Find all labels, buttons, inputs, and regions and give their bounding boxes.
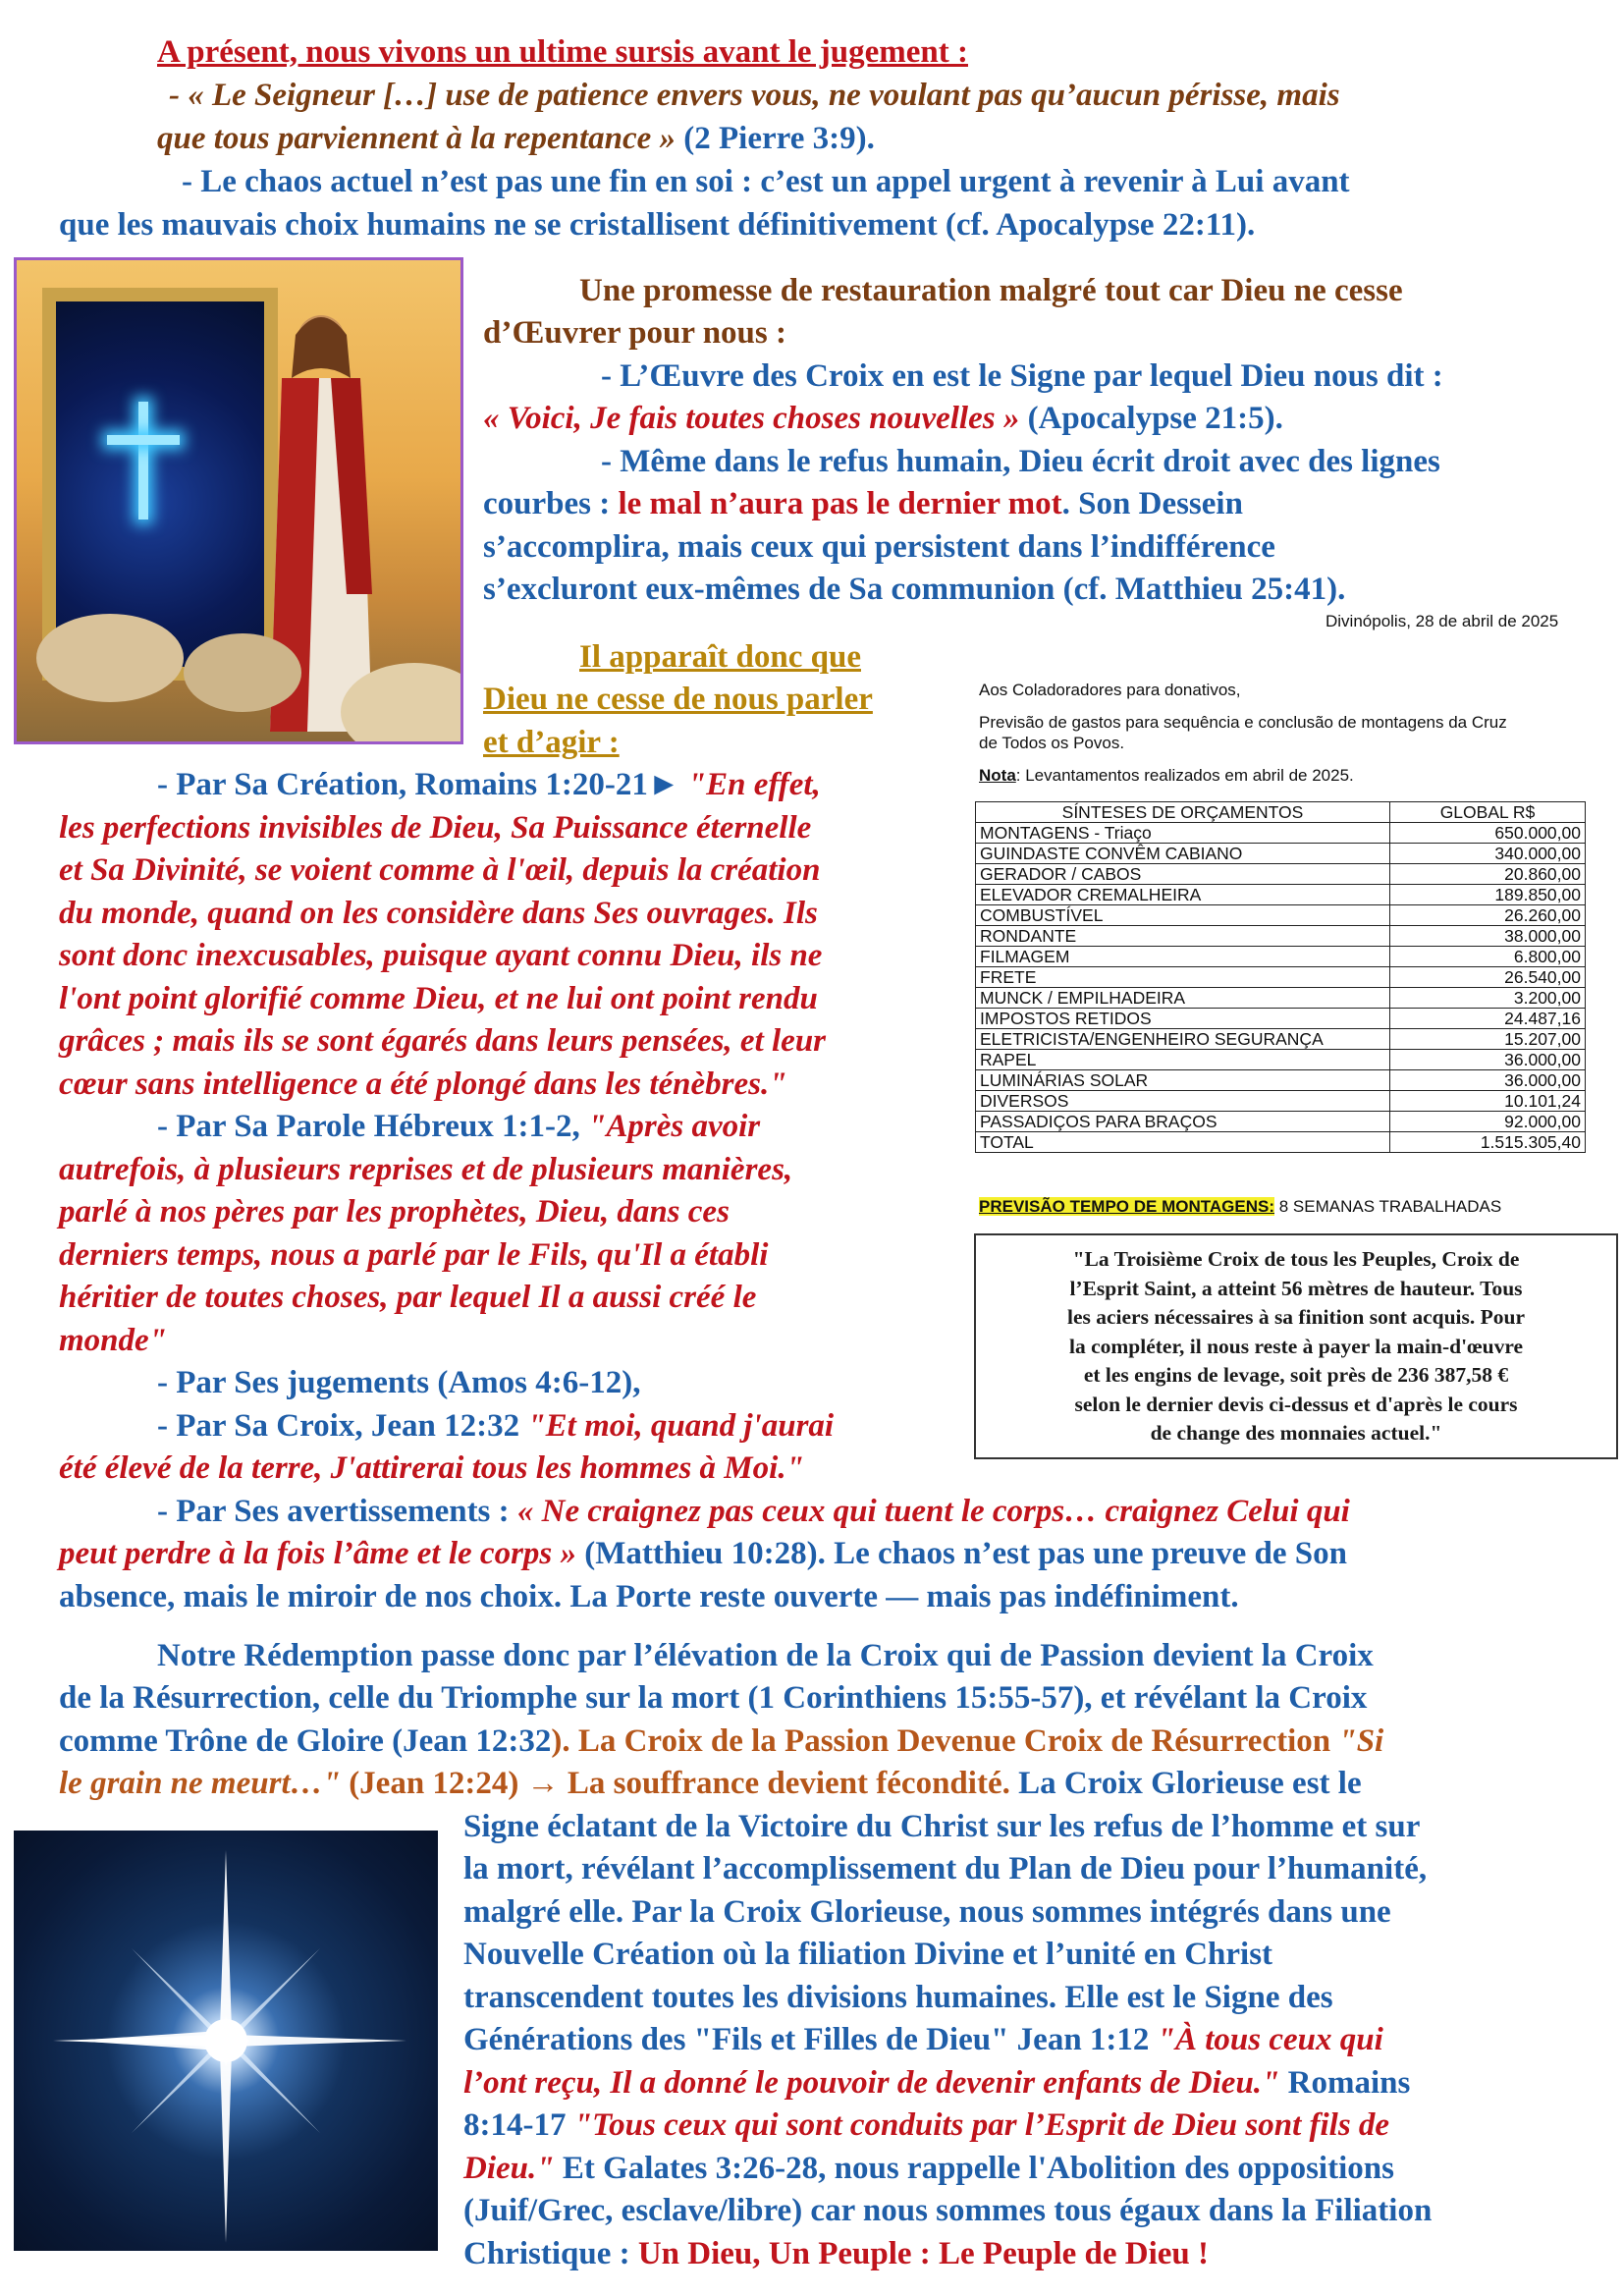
quote-line: les aciers nécessaires à sa finition sont acquis. Pour — [1066, 1305, 1526, 1329]
section-heading-sursis: A présent, nous vivons un ultime sursis avant le jugement : — [157, 34, 968, 70]
creation-line1: - Par Sa Création, Romains 1:20-21► "En effet, — [157, 767, 821, 802]
budget-item: MONTAGENS - Triaço — [976, 823, 1390, 844]
budget-item: GUINDASTE CONVÊM CABIANO — [976, 844, 1390, 864]
budget-document — [967, 611, 1600, 1230]
glorious-cross-line7: malgré elle. Par la Croix Glorieuse, nous sommes intégrés dans une — [463, 1894, 1391, 1930]
budget-item: DIVERSOS — [976, 1091, 1390, 1112]
redemption-line1: Notre Rédemption passe donc par l’élévation de la Croix qui de Passion devient la Croix — [157, 1638, 1374, 1673]
budget-table-row — [976, 926, 1586, 947]
budget-item: TOTAL — [976, 1132, 1390, 1153]
budget-table-row — [976, 844, 1586, 864]
creation-line7: grâces ; mais ils se sont égarés dans leurs pensées, et leur — [59, 1023, 827, 1059]
budget-value: 92.000,00 — [1390, 1112, 1586, 1132]
budget-value: 650.000,00 — [1390, 823, 1586, 844]
promise-line8: s’excluront eux-mêmes de Sa communion (cf. Matthieu 25:41). — [483, 572, 1346, 607]
croix-line1: - Par Sa Croix, Jean 12:32 "Et moi, quand j'aurai — [157, 1408, 835, 1444]
third-cross-quote-box — [974, 1233, 1618, 1459]
budget-table-row — [976, 864, 1586, 885]
avert-line1: - Par Ses avertissements : « Ne craignez pas ceux qui tuent le corps… craignez Celui qui — [157, 1494, 1350, 1529]
budget-item: ELETRICISTA/ENGENHEIRO SEGURANÇA — [976, 1029, 1390, 1050]
glorious-cross-line8: Nouvelle Création où la filiation Divine et l’unité en Christ — [463, 1937, 1273, 1972]
budget-value: 10.101,24 — [1390, 1091, 1586, 1112]
peter-quote-line1: - « Le Seigneur […] use de patience envers vous, ne voulant pas qu’aucun périsse, mais — [169, 78, 1340, 113]
creation-line2: les perfections invisibles de Dieu, Sa Puissance éternelle — [59, 810, 812, 846]
budget-item: PASSADIÇOS PARA BRAÇOS — [976, 1112, 1390, 1132]
glorious-cross-line9: transcendent toutes les divisions humaines. Elle est le Signe des — [463, 1980, 1333, 2015]
quote-line: et les engins de levage, soit près de 236 387,58 € — [1083, 1363, 1509, 1387]
quote-line: la compléter, il nous reste à payer la main-d'œuvre — [1068, 1334, 1524, 1358]
quote-line: de change des monnaies actuel." — [1150, 1421, 1442, 1445]
budget-table-row — [976, 1050, 1586, 1070]
budget-table-row — [976, 1029, 1586, 1050]
budget-value: 189.850,00 — [1390, 885, 1586, 905]
budget-value: 15.207,00 — [1390, 1029, 1586, 1050]
promise-line6: courbes : le mal n’aura pas le dernier mot. Son Dessein — [483, 486, 1243, 521]
jesus-shepherd-image — [14, 257, 463, 744]
budget-table-row — [976, 885, 1586, 905]
god-speaks-heading-line3: et d’agir : — [483, 725, 620, 760]
quote-line: selon le dernier devis ci-dessus et d'après le cours — [1074, 1392, 1518, 1416]
promise-line1: Une promesse de restauration malgré tout car Dieu ne cesse — [579, 273, 1403, 308]
budget-table-row — [976, 1070, 1586, 1091]
budget-table-row — [976, 967, 1586, 988]
quote-line: l’Esprit Saint, a atteint 56 mètres de hauteur. Tous — [1069, 1276, 1523, 1300]
budget-value: 6.800,00 — [1390, 947, 1586, 967]
god-speaks-heading-line2: Dieu ne cesse de nous parler — [483, 682, 873, 717]
creation-line3: et Sa Divinité, se voient comme à l'œil, depuis la création — [59, 852, 821, 888]
glorious-cross-line5: Signe éclatant de la Victoire du Christ sur les refus de l’homme et sur — [463, 1809, 1421, 1844]
creation-line5: sont donc inexcusables, puisque ayant connu Dieu, ils ne — [59, 938, 823, 973]
sheep — [184, 633, 301, 712]
budget-date: Divinópolis, 28 de abril de 2025 — [1325, 612, 1559, 630]
forecast-line: PREVISÃO TEMPO DE MONTAGENS: 8 SEMANAS TRABALHADAS — [979, 1197, 1502, 1216]
budget-value: 340.000,00 — [1390, 844, 1586, 864]
croix-line2: été élevé de la terre, J'attirerai tous les hommes à Moi." — [59, 1450, 804, 1486]
col-header-item: SÍNTESES DE ORÇAMENTOS — [976, 802, 1390, 823]
glorious-cross-line14: (Juif/Grec, esclave/libre) car nous sommes tous égaux dans la Filiation — [463, 2193, 1433, 2228]
budget-item: IMPOSTOS RETIDOS — [976, 1009, 1390, 1029]
promise-line7: s’accomplira, mais ceux qui persistent dans l’indifférence — [483, 529, 1275, 565]
budget-value: 26.540,00 — [1390, 967, 1586, 988]
promise-line5: - Même dans le refus humain, Dieu écrit droit avec des lignes — [601, 444, 1440, 479]
quote-line: "La Troisième Croix de tous les Peuples, Croix de — [1072, 1247, 1520, 1271]
avert-line2: peut perdre à la fois l’âme et le corps » (Matthieu 10:28). Le chaos n’est pas une preuve de Son — [59, 1536, 1348, 1571]
budget-value: 20.860,00 — [1390, 864, 1586, 885]
creation-line8: cœur sans intelligence a été plongé dans les ténèbres." — [59, 1066, 787, 1102]
budget-note: Nota: Levantamentos realizados em abril de 2025. — [979, 766, 1354, 785]
budget-item: RONDANTE — [976, 926, 1390, 947]
budget-item: ELEVADOR CREMALHEIRA — [976, 885, 1390, 905]
avert-line3: absence, mais le miroir de nos choix. La Porte reste ouverte — mais pas indéfiniment. — [59, 1579, 1239, 1614]
glorious-cross-line12: 8:14-17 "Tous ceux qui sont conduits par l’Esprit de Dieu sont fils de — [463, 2107, 1390, 2143]
budget-item: RAPEL — [976, 1050, 1390, 1070]
budget-item: FILMAGEM — [976, 947, 1390, 967]
budget-table-header — [976, 802, 1586, 823]
chaos-line1: - Le chaos actuel n’est pas une fin en soi : c’est un appel urgent à revenir à Lui avant — [182, 164, 1350, 199]
promise-line3: - L’Œuvre des Croix en est le Signe par lequel Dieu nous dit : — [601, 358, 1443, 394]
budget-item: FRETE — [976, 967, 1390, 988]
budget-item: COMBUSTÍVEL — [976, 905, 1390, 926]
parole-line4: derniers temps, nous a parlé par le Fils, qu'Il a établi — [59, 1237, 769, 1273]
creation-line6: l'ont point glorifié comme Dieu, et ne lui ont point rendu — [59, 981, 818, 1016]
glorious-cross-line6: la mort, révélant l’accomplissement du Plan de Dieu pour l’humanité, — [463, 1851, 1428, 1886]
budget-value: 36.000,00 — [1390, 1070, 1586, 1091]
budget-table-row — [976, 1112, 1586, 1132]
budget-table-row — [976, 988, 1586, 1009]
parole-line2: autrefois, à plusieurs reprises et de plusieurs manières, — [59, 1152, 793, 1187]
glorious-cross-line11: l’ont reçu, Il a donné le pouvoir de devenir enfants de Dieu." Romains — [463, 2065, 1411, 2101]
creation-line4: du monde, quand on les considère dans Ses ouvrages. Ils — [59, 896, 818, 931]
parole-line1: - Par Sa Parole Hébreux 1:1-2, "Après avoir — [157, 1109, 761, 1144]
redemption-line2: de la Résurrection, celle du Triomphe sur la mort (1 Corinthiens 15:55-57), et révélant la Croix — [59, 1680, 1368, 1716]
star-icon — [14, 1831, 438, 2251]
budget-recipient: Aos Coladoradores para donativos, — [979, 681, 1241, 699]
budget-table-row — [976, 823, 1586, 844]
budget-item: MUNCK / EMPILHADEIRA — [976, 988, 1390, 1009]
chaos-line2: que les mauvais choix humains ne se cristallisent définitivement (cf. Apocalypse 22:11). — [59, 207, 1256, 243]
sheep — [36, 614, 184, 702]
redemption-line3: comme Trône de Gloire (Jean 12:32). La Croix de la Passion Devenue Croix de Résurrection "Si — [59, 1723, 1384, 1759]
col-header-total: GLOBAL R$ — [1390, 802, 1586, 823]
budget-table — [975, 801, 1586, 1153]
neon-cross-icon — [138, 402, 148, 519]
glorious-cross-line13: Dieu." Et Galates 3:26-28, nous rappelle l'Abolition des oppositions — [463, 2151, 1394, 2186]
budget-table-row — [976, 1132, 1586, 1153]
parole-line5: héritier de toutes choses, par lequel Il a aussi créé le — [59, 1280, 757, 1315]
bright-star-image — [14, 1831, 438, 2251]
budget-table-row — [976, 905, 1586, 926]
jugements-line: - Par Ses jugements (Amos 4:6-12), — [157, 1365, 641, 1400]
budget-value: 36.000,00 — [1390, 1050, 1586, 1070]
budget-value: 26.260,00 — [1390, 905, 1586, 926]
budget-item: GERADOR / CABOS — [976, 864, 1390, 885]
budget-item: LUMINÁRIAS SOLAR — [976, 1070, 1390, 1091]
parole-line6: monde" — [59, 1323, 167, 1358]
budget-value: 1.515.305,40 — [1390, 1132, 1586, 1153]
budget-value: 38.000,00 — [1390, 926, 1586, 947]
peter-quote-line2: que tous parviennent à la repentance » (2 Pierre 3:9). — [157, 121, 875, 156]
promise-line4: « Voici, Je fais toutes choses nouvelles » (Apocalypse 21:5). — [483, 401, 1283, 436]
parole-line3: parlé à nos pères par les prophètes, Dieu, dans ces — [59, 1194, 730, 1230]
budget-table-row — [976, 947, 1586, 967]
glorious-cross-line15: Christique : Un Dieu, Un Peuple : Le Peuple de Dieu ! — [463, 2236, 1210, 2271]
god-speaks-heading-line1: Il apparaît donc que — [579, 639, 861, 675]
budget-value: 3.200,00 — [1390, 988, 1586, 1009]
budget-table-row — [976, 1009, 1586, 1029]
budget-description-line1: Previsão de gastos para sequência e conclusão de montagens da Cruz — [979, 713, 1507, 732]
redemption-line4: le grain ne meurt…" (Jean 12:24) → La souffrance devient fécondité. La Croix Glorieuse est le — [59, 1766, 1362, 1801]
promise-line2: d’Œuvrer pour nous : — [483, 315, 786, 351]
glorious-cross-line10: Générations des "Fils et Filles de Dieu" Jean 1:12 "À tous ceux qui — [463, 2022, 1383, 2057]
budget-table-row — [976, 1091, 1586, 1112]
budget-description-line2: de Todos os Povos. — [979, 734, 1125, 752]
budget-value: 24.487,16 — [1390, 1009, 1586, 1029]
